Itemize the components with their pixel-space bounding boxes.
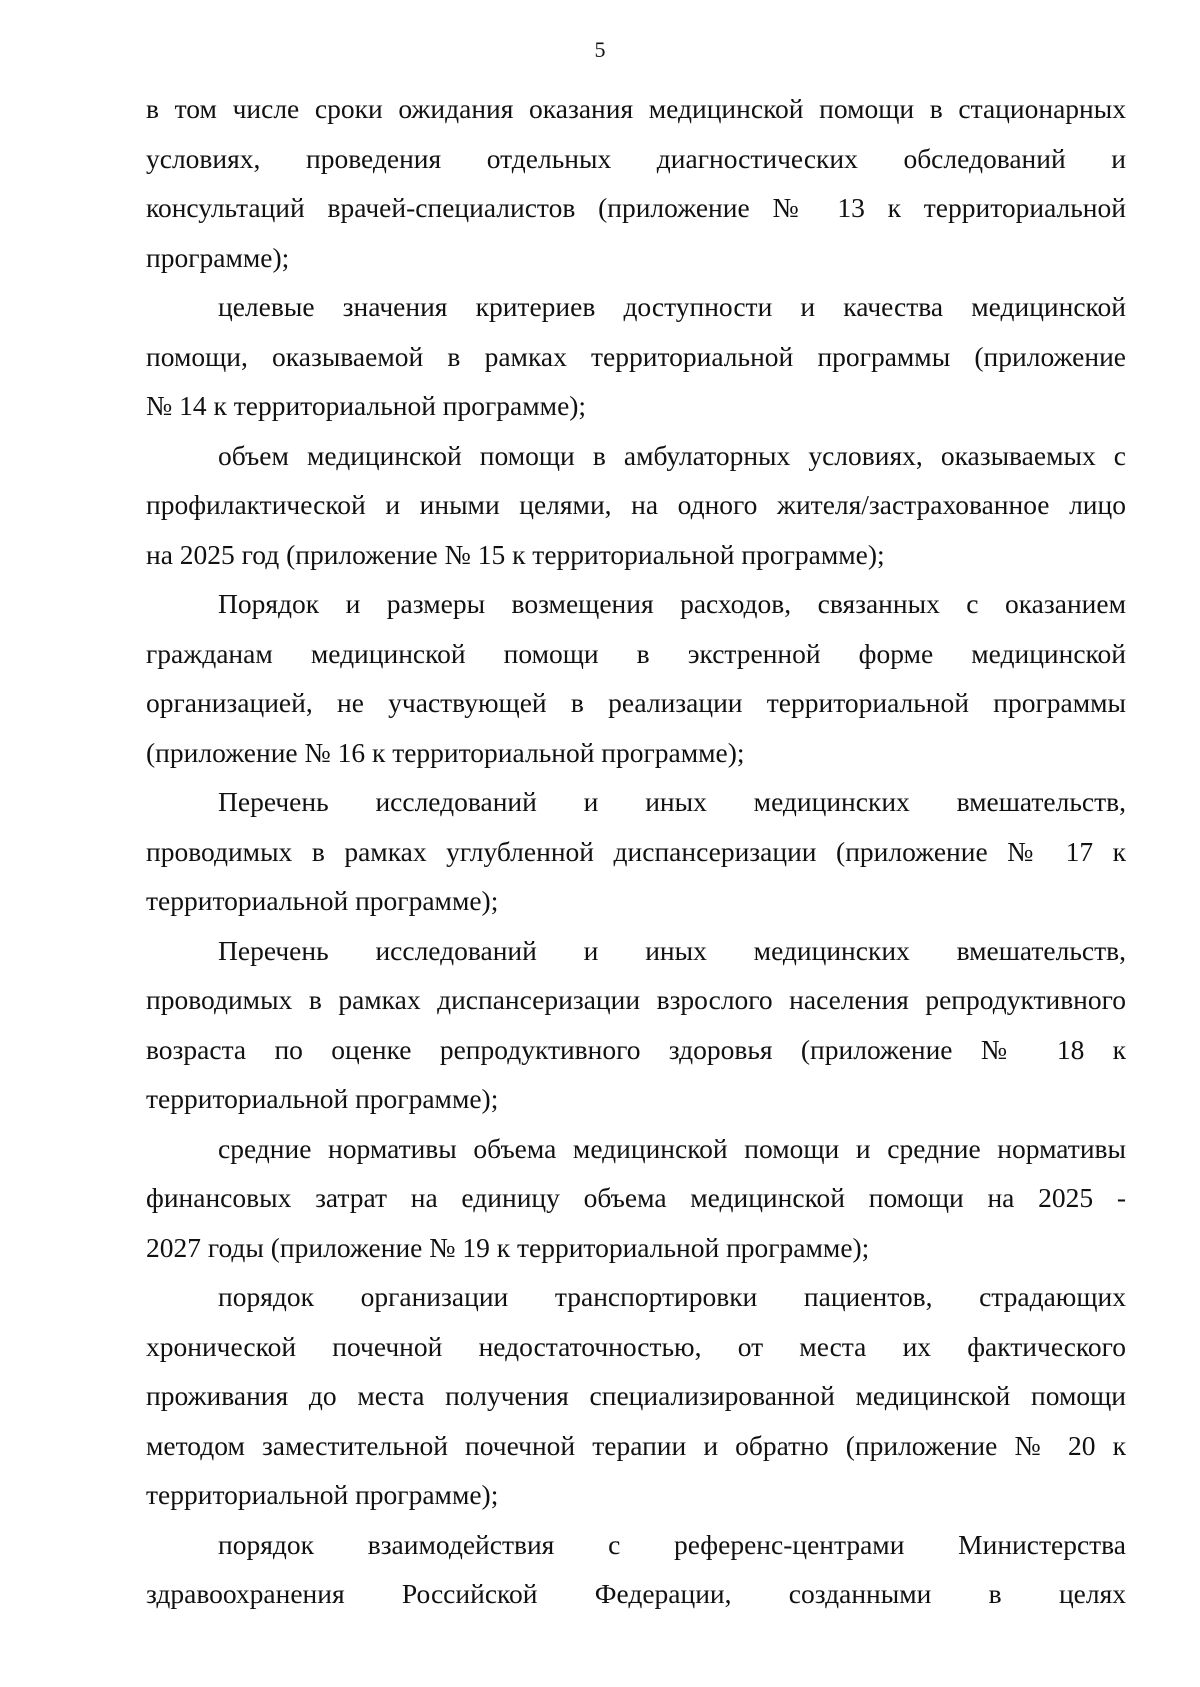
text-line: гражданам медицинской помощи в экстренной форме медицинской — [146, 637, 1126, 669]
text-line: объем медицинской помощи в амбулаторных условиях, оказываемых с — [218, 439, 1126, 471]
text-line: территориальной программе); — [146, 1083, 499, 1114]
text-line: условиях, проведения отдельных диагностических обследований и — [146, 142, 1126, 174]
text-line: Перечень исследований и иных медицинских вмешательств, — [218, 934, 1126, 966]
text-line: целевые значения критериев доступности и качества медицинской — [218, 291, 1126, 322]
text-line: территориальной программе); — [146, 1479, 499, 1510]
paragraph — [146, 84, 1126, 282]
paragraph — [146, 1124, 1126, 1273]
text-line: № 14 к территориальной программе); — [146, 390, 587, 421]
text-line: помощи, оказываемой в рамках территориальной программы (приложение — [146, 340, 1126, 372]
paragraph — [146, 282, 1126, 431]
paragraph — [146, 1520, 1126, 1619]
text-line: (приложение № 16 к территориальной программе); — [146, 736, 745, 768]
text-line: порядок организации транспортировки пациентов, страдающих — [218, 1281, 1126, 1312]
paragraph — [146, 579, 1126, 777]
paragraph — [146, 431, 1126, 580]
text-line: проводимых в рамках углубленной диспансеризации (приложение № 17 к — [146, 835, 1126, 867]
text-line: организацией, не участвующей в реализации территориальной программы — [146, 687, 1126, 718]
text-line: программе); — [146, 241, 290, 273]
text-line: порядок взаимодействия с референс-центрами Министерства — [218, 1528, 1126, 1560]
text-line: методом заместительной почечной терапии и обратно (приложение № 20 к — [146, 1429, 1126, 1461]
paragraph — [146, 1272, 1126, 1520]
page-number: 5 — [594, 37, 606, 62]
text-line: 2027 годы (приложение № 19 к территориальной программе); — [146, 1231, 870, 1263]
text-line: проживания до места получения специализированной медицинской помощи — [146, 1380, 1126, 1411]
text-line: в том числе сроки ожидания оказания медицинской помощи в стационарных — [146, 93, 1126, 124]
text-line: на 2025 год (приложение № 15 к территориальной программе); — [146, 538, 885, 570]
text-line: территориальной программе); — [146, 885, 499, 916]
paragraph — [146, 926, 1126, 1124]
document-body — [146, 84, 1126, 1619]
text-line: профилактической и иными целями, на одного жителя/застрахованное лицо — [146, 489, 1126, 520]
text-line: Перечень исследований и иных медицинских вмешательств, — [218, 786, 1126, 817]
text-line: Порядок и размеры возмещения расходов, связанных с оказанием — [218, 588, 1126, 619]
text-line: хронической почечной недостаточностью, от места их фактического — [146, 1330, 1126, 1362]
text-line: средние нормативы объема медицинской помощи и средние нормативы — [218, 1132, 1126, 1164]
text-line: здравоохранения Российской Федерации, созданными в целях — [146, 1578, 1126, 1609]
text-line: консультаций врачей-специалистов (приложение № 13 к территориальной — [146, 192, 1126, 223]
text-line: проводимых в рамках диспансеризации взрослого населения репродуктивного — [146, 984, 1126, 1015]
paragraph — [146, 777, 1126, 926]
text-line: финансовых затрат на единицу объема медицинской помощи на 2025 - — [146, 1182, 1126, 1213]
text-line: возраста по оценке репродуктивного здоровья (приложение № 18 к — [146, 1033, 1126, 1065]
